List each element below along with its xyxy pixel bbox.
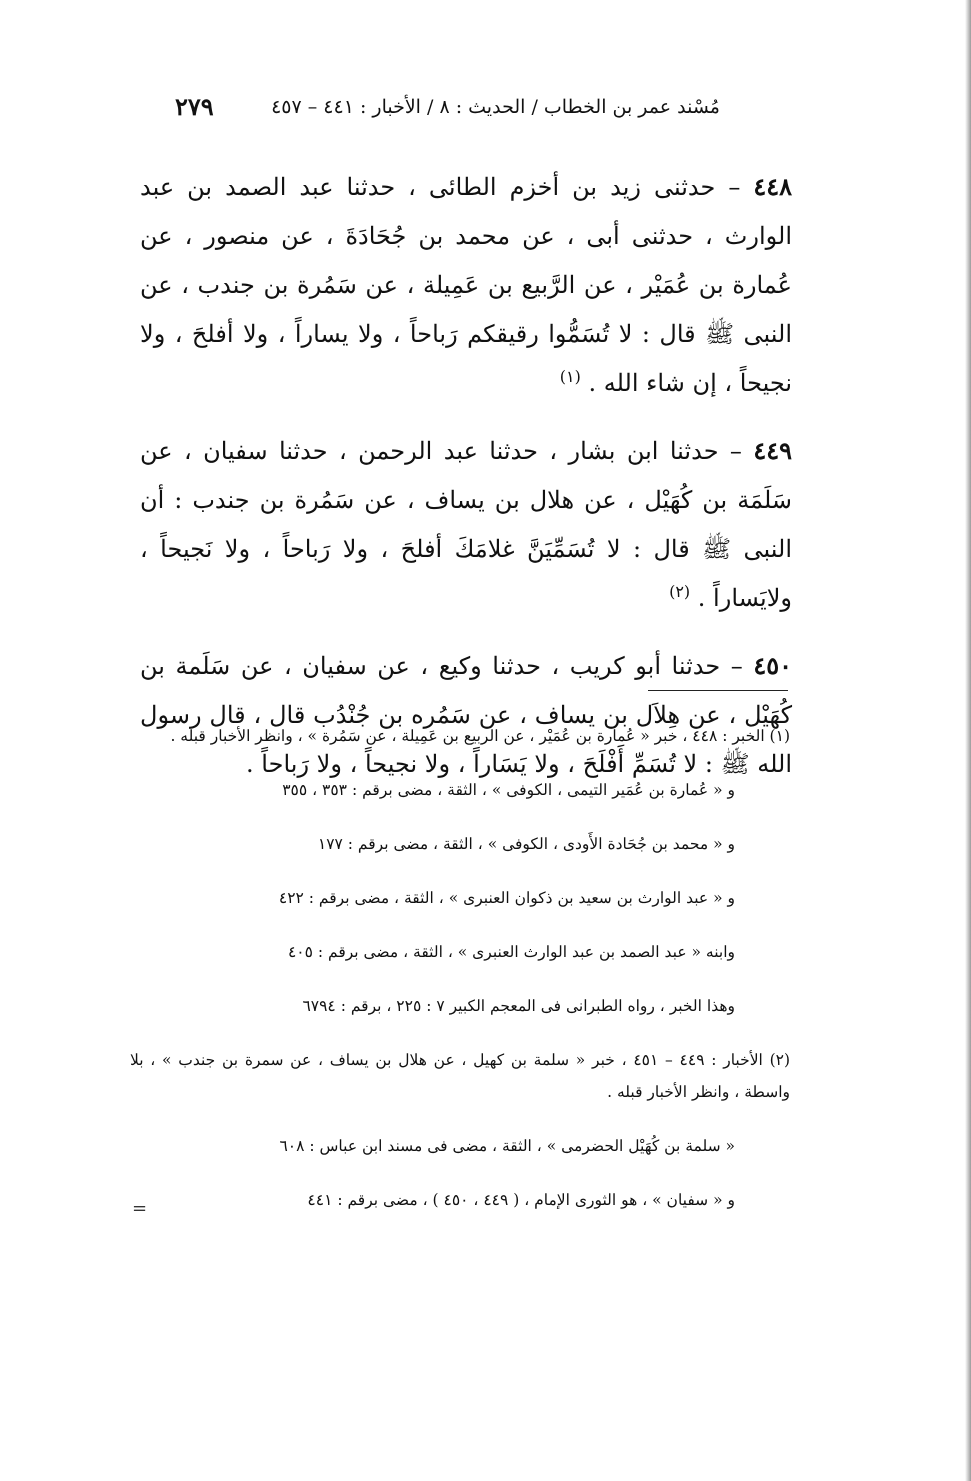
continuation-mark: =	[132, 1198, 148, 1219]
scan-edge	[965, 0, 971, 1481]
main-text	[140, 162, 792, 807]
footnote-1-line: وابنه « عبد الصمد بن عبد الوارث العنبرى » ، الثقة ، مضى برقم : ٤٠٥	[287, 943, 735, 961]
running-header	[175, 92, 720, 128]
footnote-1-line: و « محمد بن جُحَادة الأَودى ، الكوفى » ، الثقة ، مضى برقم : ١٧٧	[317, 835, 735, 853]
header-title: مُسْند عمر بن الخطاب / الحديث : ٨ / الأخبار : ٤٤١ – ٤٥٧	[271, 96, 720, 118]
hadith-number: ٤٥٠	[753, 651, 792, 680]
hadith-number: ٤٤٩	[753, 436, 792, 465]
footnotes	[130, 720, 790, 1216]
footnote-1-line: وهذا الخبر ، رواه الطبرانى فى المعجم الكبير ٧ : ٢٢٥ ، برقم : ٦٧٩٤	[302, 997, 735, 1015]
footnote-separator	[648, 690, 788, 691]
footnote-2-line: « سلمة بن كُهَيْل الحضرمى » ، الثقة ، مضى فى مسند ابن عباس : ٦٠٨	[279, 1137, 735, 1155]
hadith-number: ٤٤٨	[753, 172, 792, 201]
footnote-2-line: و « سفيان » ، هو الثورى الإمام ، ( ٤٤٩ ، ٤٥٠ ) ، مضى برقم : ٤٤١	[307, 1191, 735, 1209]
hadith-449	[140, 426, 792, 623]
page-number: ٢٧٩	[175, 92, 214, 121]
footnote-ref: (٢)	[669, 582, 691, 601]
hadith-448	[140, 162, 792, 408]
footnote-1-line: و « عبد الوارث بن سعيد بن ذكوان العنبرى » ، الثقة ، مضى برقم : ٤٢٢	[278, 889, 735, 907]
hadith-text: – حدثنى زيد بن أخزم الطائى ، حدثنا عبد الصمد بن عبد الوارث ، حدثنى أبى ، عن محمد بن جُحَادَةَ ، عن منصور ، عن عُمارة بن عُمَيْر ، عن الرَّبيع بن عَمِيلة ، عن سَمُرة بن جندب ، عن النبى ﷺ قال : لا تُسَمُّوا رقيقكم رَباحاً ، ولا يساراً ، ولا أفلحَ ، ولا نجيحاً ، إن شاء الله .	[140, 173, 792, 397]
footnote-ref: (١)	[559, 367, 581, 386]
footnote-1: (١) الخبر : ٤٤٨ ، خبر « عُمارة بن عُمَيْر ، عن الربيع بن عَمِيلة ، عن سَمُرة » ، وانظر الأخبار قبله .	[170, 727, 790, 745]
hadith-text: – حدثنا ابن بشار ، حدثنا عبد الرحمن ، حدثنا سفيان ، عن سَلَمَة بن كُهَيْل ، عن هلال بن يساف ، عن سَمُرة بن جندب : أن النبى ﷺ قال : لا تُسَمِّيَنَّ غلامَكَ أفلحَ ، ولا رَباحاً ، ولا نَجيحاً ، ولايَساراً .	[140, 437, 792, 612]
hadith-text: – حدثنا أبو كريب ، حدثنا وكيع ، عن سفيان ، عن سَلَمة بن كُهَيْل ، عن هِلاَل بن يساف ، عن سَمُره بن جُنْدُب قال ، قال رسول الله ﷺ : لا تُسَمِّ أَفْلَحَ ، ولا يَسَاراً ، ولا نجيحاً ، ولا رَباحاً .	[140, 652, 792, 778]
footnote-1-line: و « عُمارة بن عُمَير التيمى ، الكوفى » ، الثقة ، مضى برقم : ٣٥٣ ، ٣٥٥	[282, 781, 735, 799]
footnote-2: (٢) الأخبار : ٤٤٩ – ٤٥١ ، خبر « سلمة بن كهيل ، عن هلال بن يساف ، عن سمرة بن جندب » ، بلا واسطة ، وانظر الأخبار قبله .	[130, 1051, 791, 1101]
